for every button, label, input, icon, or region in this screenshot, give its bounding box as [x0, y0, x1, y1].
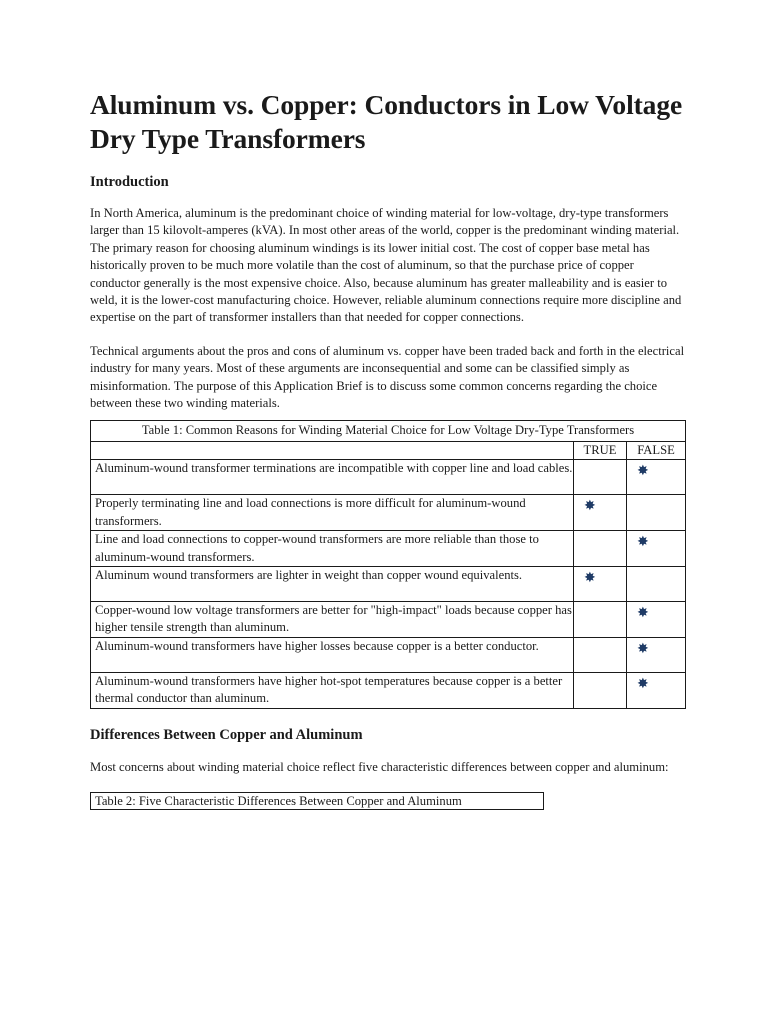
table-1-true-cell	[574, 531, 627, 567]
table-2-caption: Table 2: Five Characteristic Differences Between Copper and Aluminum	[90, 792, 544, 810]
star-burst-icon: ✸	[584, 498, 596, 515]
table-1-false-cell	[627, 566, 686, 601]
star-burst-icon: ✸	[637, 640, 649, 657]
table-1-true-cell	[574, 495, 627, 531]
intro-paragraph-2: Technical arguments about the pros and cons of aluminum vs. copper have been traded back and forth in the electrical industry for many years. Most of these arguments are inconsequential and some can be classified simply as misinformation. The purpose of this Application Brief is to discuss some common concerns regarding the choice between these two winding materials.	[90, 343, 685, 411]
table-1-statement: Properly terminating line and load connections is more difficult for aluminum-wound transformers.	[91, 495, 574, 531]
table-1-true-cell	[574, 601, 627, 637]
table-1-true-cell	[574, 460, 627, 495]
table-row	[91, 637, 686, 672]
table-1-statement: Aluminum-wound transformers have higher losses because copper is a better conductor.	[91, 637, 574, 672]
table-1-caption-row	[91, 421, 686, 441]
table-1-statement: Aluminum-wound transformer terminations are incompatible with copper line and load cables.	[91, 460, 574, 495]
table-1-true-cell	[574, 637, 627, 672]
table-1	[90, 420, 686, 708]
star-burst-icon: ✸	[584, 569, 596, 586]
table-1-false-cell	[627, 460, 686, 495]
table-row	[91, 566, 686, 601]
table-row	[91, 672, 686, 708]
differences-heading: Differences Between Copper and Aluminum	[90, 726, 363, 743]
table-1-header-blank	[91, 441, 574, 459]
table-1-false-cell	[627, 672, 686, 708]
table-row	[91, 531, 686, 567]
document-title: Aluminum vs. Copper: Conductors in Low Voltage Dry Type Transformers	[90, 89, 683, 154]
table-1-false-cell	[627, 601, 686, 637]
table-1-statement: Aluminum-wound transformers have higher hot-spot temperatures because copper is a better thermal conductor than aluminum.	[91, 672, 574, 708]
table-1-false-cell	[627, 531, 686, 567]
star-burst-icon: ✸	[637, 463, 649, 480]
document-page	[90, 88, 686, 810]
table-1-header-row	[91, 441, 686, 459]
table-1-statement: Line and load connections to copper-wound transformers are more reliable than those to aluminum-wound transformers.	[91, 531, 574, 567]
star-burst-icon: ✸	[637, 534, 649, 551]
table-1-false-cell	[627, 495, 686, 531]
table-1-statement: Copper-wound low voltage transformers are better for "high-impact" loads because copper has higher tensile strength than aluminum.	[91, 601, 574, 637]
table-1-col-true: TRUE	[574, 441, 627, 459]
star-burst-icon: ✸	[637, 604, 649, 621]
table-1-caption: Table 1: Common Reasons for Winding Material Choice for Low Voltage Dry-Type Transformers	[91, 421, 686, 441]
star-burst-icon: ✸	[637, 675, 649, 692]
table-row	[91, 495, 686, 531]
intro-heading: Introduction	[90, 174, 169, 190]
table-row	[91, 601, 686, 637]
table-1-false-cell	[627, 637, 686, 672]
table-1-col-false: FALSE	[627, 441, 686, 459]
table-1-true-cell	[574, 672, 627, 708]
intro-paragraph-1: In North America, aluminum is the predominant choice of winding material for low-voltage, dry-type transformers larger than 15 kilovolt-amperes (kVA). In most other areas of the world, copper is the predominant winding material. The primary reason for choosing aluminum windings is its lower initial cost. The cost of copper base metal has historically proven to be much more volatile than the cost of aluminum, so that the purchase price of copper conductor generally is the most expensive choice. Also, because aluminum has greater malleability and is easier to weld, it is the lower-cost manufacturing choice. However, reliable aluminum connections require more discipline and expertise on the part of transformer installers than that needed for copper connections.	[90, 206, 682, 325]
differences-paragraph: Most concerns about winding material choice reflect five characteristic differences between copper and aluminum:	[90, 759, 669, 774]
table-1-true-cell	[574, 566, 627, 601]
table-1-statement: Aluminum wound transformers are lighter in weight than copper wound equivalents.	[91, 566, 574, 601]
table-row	[91, 460, 686, 495]
